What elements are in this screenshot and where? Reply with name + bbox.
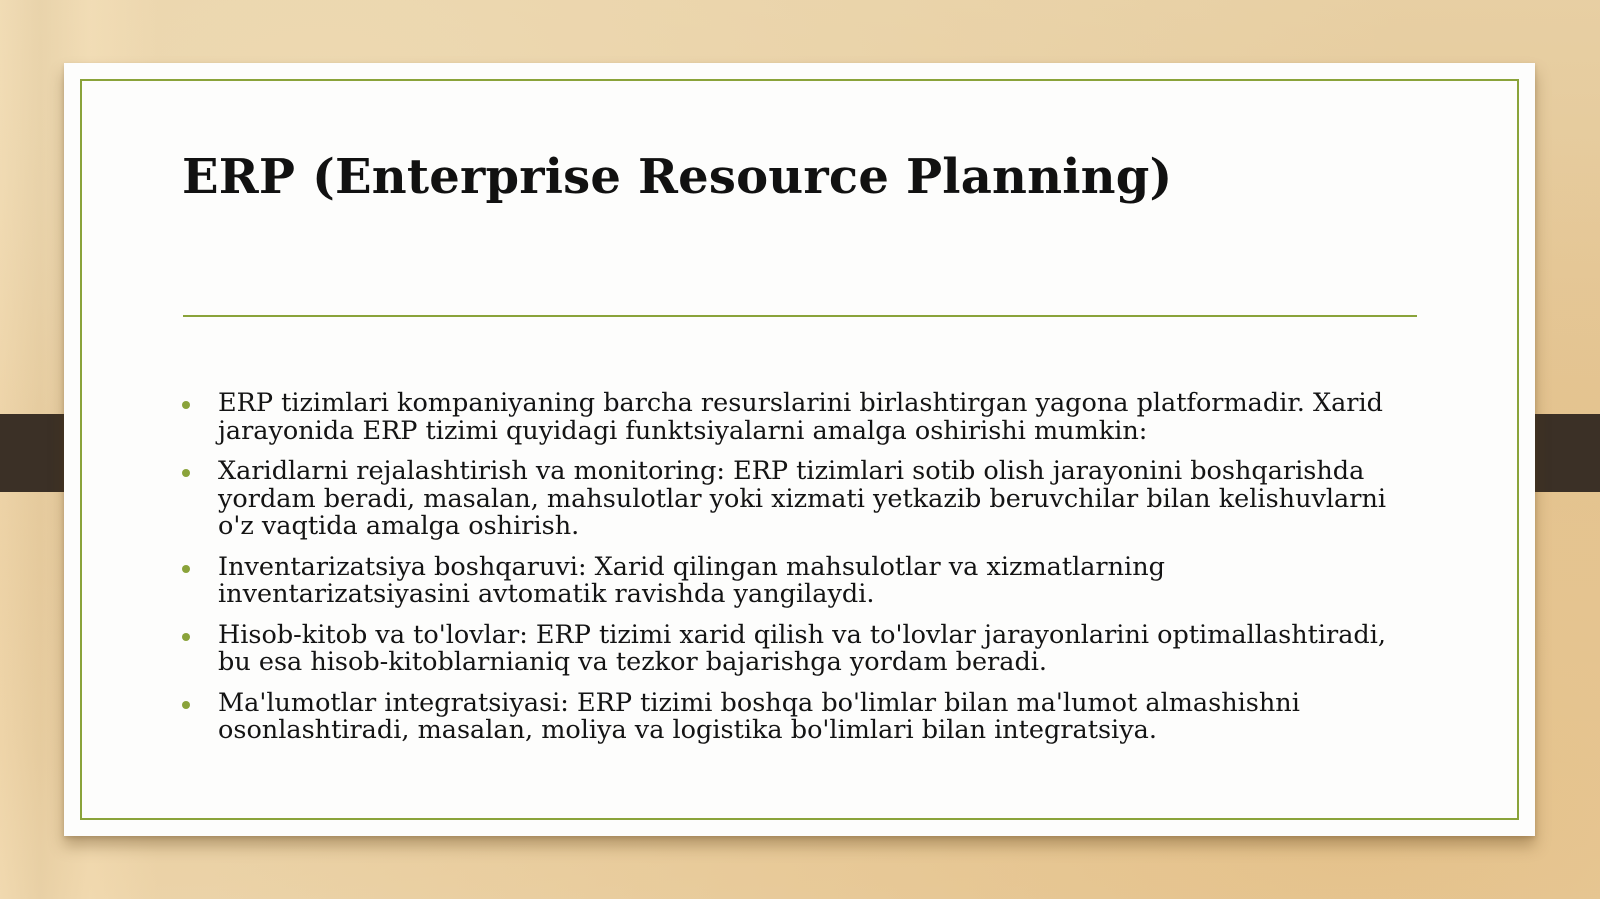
slide xyxy=(64,63,1535,836)
bullet-list xyxy=(182,390,1422,758)
bullet-text: Hisob-kitob va to'lovlar: ERP tizimi xarid qilish va to'lovlar jarayonlarini optimallashtiradi, bu esa hisob-kitoblarnianiq va tezkor bajarishga yordam beradi. xyxy=(218,619,1386,677)
bullet-item xyxy=(182,390,1422,445)
bullet-item xyxy=(182,551,1422,609)
bullet-text: Ma'lumotlar integratsiyasi: ERP tizimi boshqa bo'limlar bilan ma'lumot almashishni osonlashtiradi, masalan, moliya va logistika bo'limlari bilan integratsiya. xyxy=(218,687,1300,745)
bullet-dot-icon xyxy=(182,469,190,477)
bullet-dot-icon xyxy=(182,565,190,573)
bullet-text: Xaridlarni rejalashtirish va monitoring: ERP tizimlari sotib olish jarayonini boshqarishda yordam beradi, masalan, mahsulotlar yoki xizmati yetkazib beruvchilar bilan kelishuvlarni o'z vaqtida amalga oshirish. xyxy=(218,456,1387,541)
bullet-dot-icon xyxy=(182,633,190,641)
title-divider xyxy=(183,315,1417,317)
bullet-text: ERP tizimlari kompaniyaning barcha resurslarini birlashtirgan yagona platformadir. Xarid jarayonida ERP tizimi quyidagi funktsiyalarni amalga oshirishi mumkin: xyxy=(218,388,1383,446)
bullet-item xyxy=(182,687,1422,745)
bullet-text: Inventarizatsiya boshqaruvi: Xarid qilingan mahsulotlar va xizmatlarning inventarizatsiyasini avtomatik ravishda yangilaydi. xyxy=(218,551,1165,609)
bullet-item xyxy=(182,619,1422,677)
bullet-dot-icon xyxy=(182,401,190,409)
slide-title: ERP (Enterprise Resource Planning) xyxy=(182,149,1173,205)
bullet-item xyxy=(182,458,1422,541)
bullet-dot-icon xyxy=(182,701,190,709)
